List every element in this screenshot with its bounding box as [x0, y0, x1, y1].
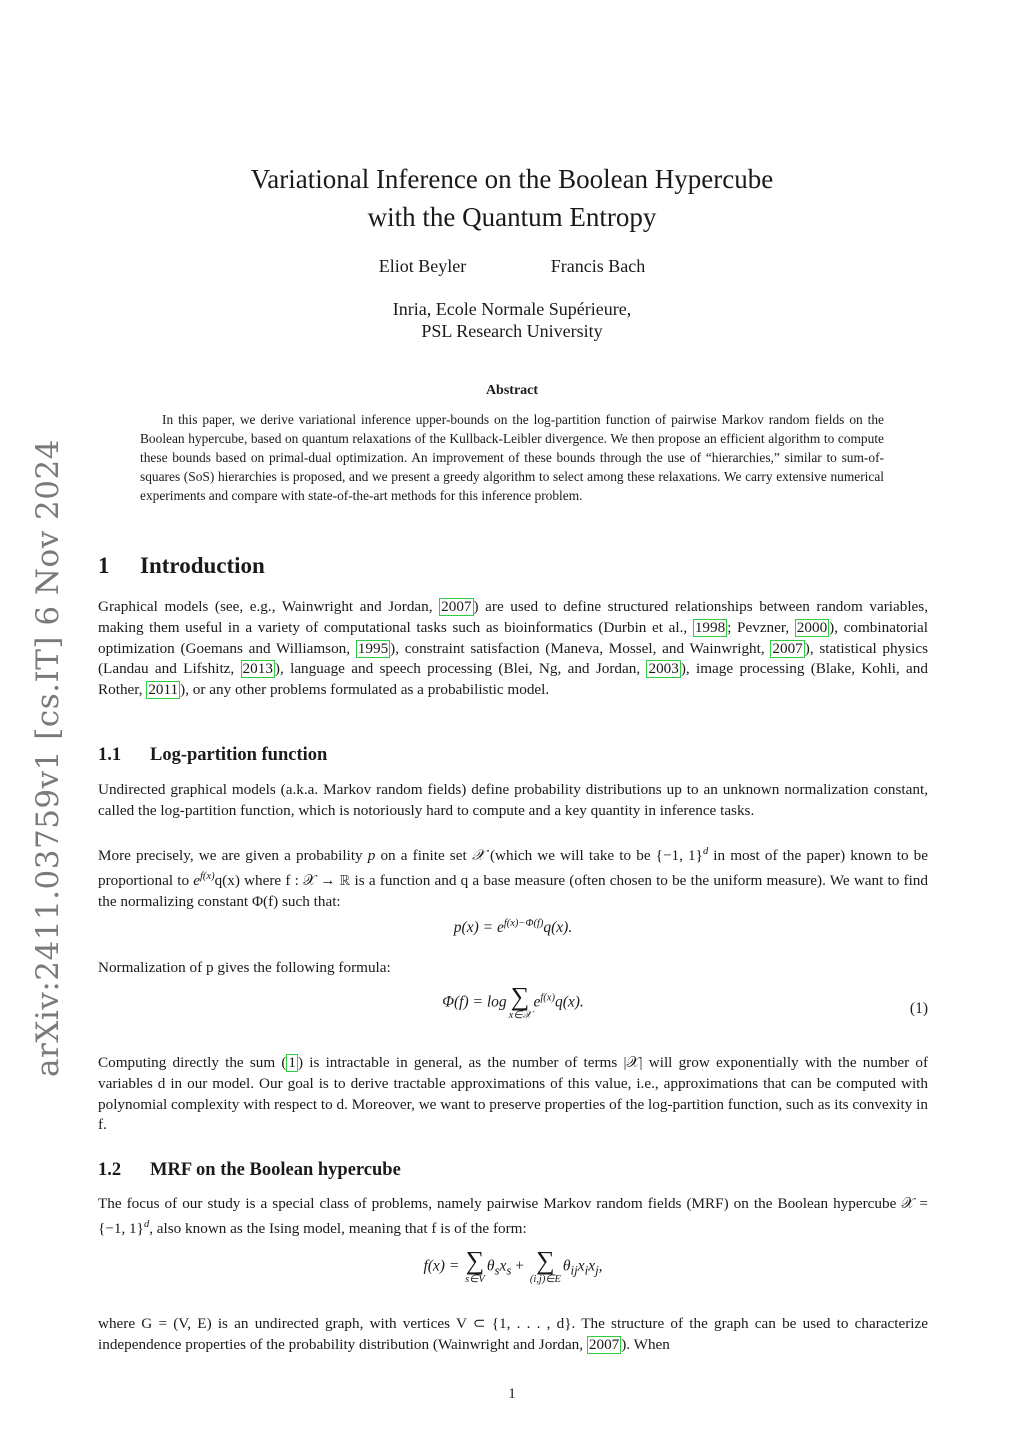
- section-title: MRF on the Boolean hypercube: [150, 1160, 401, 1180]
- summation-operator: ∑ (i,j)∈E: [529, 1246, 561, 1285]
- affiliation: [0, 298, 1024, 342]
- log-partition-paragraph-3: Computing directly the sum ( 1 ) is intractable in general, as the number of terms |𝒳| will grow exponentially with the number of variables d in our model. Our goal is to derive tractable approximations of this value, i.e., approximations that can be computed with polynomial complexity with respect to d. Moreover, we want to preserve properties of the log-partition function, such as its convexity in f.: [98, 1054, 928, 1134]
- abstract-heading: Abstract: [485, 383, 539, 398]
- section-title: Introduction: [140, 553, 265, 578]
- section-number: 1.2: [98, 1160, 122, 1180]
- citation-link[interactable]: 1995: [357, 639, 389, 657]
- log-partition-paragraph-1: Undirected graphical models (a.k.a. Markov random fields) define probability distributions up to an unknown normalization constant, called the log-partition function, which is notoriously hard to compute and a key quantity in inference tasks.: [98, 781, 928, 819]
- paper-title: [0, 160, 1024, 236]
- citation-link[interactable]: 1998: [694, 618, 726, 636]
- citation-link[interactable]: 2011: [148, 681, 179, 699]
- section-number: 1: [98, 553, 110, 578]
- normalization-sentence: Normalization of p gives the following formula:: [98, 959, 391, 976]
- citation-link[interactable]: 2007: [772, 639, 803, 657]
- section-number: 1.1: [98, 745, 122, 765]
- author-list: [0, 256, 1024, 277]
- author-2: Francis Bach: [550, 256, 646, 276]
- citation-link[interactable]: 2003: [648, 660, 679, 678]
- section-1-2-heading: [98, 1160, 401, 1181]
- section-1-1-heading: [98, 745, 327, 766]
- arxiv-identifier: arXiv:2411.03759v1 [cs.IT] 6 Nov 2024: [30, 439, 66, 1077]
- log-partition-paragraph-2: More precisely, we are given a probability p on a finite set 𝒳 (which we will take to be {−1, 1}$^d$ in most of the paper) known to be proportional to $e^{f(x)}q(x)$ where f : 𝒳 → ℝ is a function and q a base measure (often chosen to be the uniform measure). We want to find the normalizing constant Φ(f) such that:: [98, 846, 928, 910]
- citation-link[interactable]: 2007: [588, 1335, 620, 1353]
- title-line-1: Variational Inference on the Boolean Hypercube: [250, 164, 774, 194]
- equation-ising-model: f(x) = ∑ s∈V $\theta_sx_s$ + ∑ (i,j)∈E $\theta_{ij}x_ix_j$,: [423, 1246, 603, 1285]
- citation-link[interactable]: 2013: [242, 660, 273, 678]
- equation-probability: $p(x) = e^{f(x)-\Phi(f)}q(x)$.: [453, 918, 573, 937]
- author-1: Eliot Beyler: [378, 256, 467, 276]
- affiliation-line-2: PSL Research University: [421, 321, 603, 341]
- citation-link[interactable]: 2007: [441, 598, 472, 615]
- section-1-heading: [98, 553, 265, 579]
- page-number: 1: [508, 1386, 516, 1402]
- abstract-text: In this paper, we derive variational inference upper-bounds on the log-partition function of pairwise Markov random fields on the Boolean hypercube, based on quantum relaxations of the Kullback-Leibler divergence. We then propose an efficient algorithm to compute these bounds based on primal-dual optimization. An improvement of these bounds through the use of “hierarchies,” similar to sum-of-squares (SoS) hierarchies is proposed, and we present a greedy algorithm to select among these relaxations. We carry extensive numerical experiments and compare with state-of-the-art methods for this inference problem.: [140, 412, 884, 503]
- title-line-2: with the Quantum Entropy: [367, 202, 657, 232]
- affiliation-line-1: Inria, Ecole Normale Supérieure,: [392, 299, 632, 319]
- mrf-paragraph-2: where G = (V, E) is an undirected graph, with vertices V ⊂ {1, . . . , d}. The structure of the graph can be used to characterize independence properties of the probability distribution (Wainwright and Jordan, 2007 ). When: [98, 1315, 928, 1353]
- equation-number: (1): [909, 1000, 928, 1017]
- section-title: Log-partition function: [150, 745, 328, 765]
- equation-reference-link[interactable]: 1: [288, 1054, 297, 1071]
- mrf-paragraph-1: The focus of our study is a special class of problems, namely pairwise Markov random fields (MRF) on the Boolean hypercube 𝒳 = {−1, 1}$^d$, also known as the Ising model, meaning that f is of the form:: [98, 1195, 928, 1237]
- intro-paragraph: Graphical models (see, e.g., Wainwright and Jordan, 2007 ) are used to define structured relationships between random variables, making them useful in a variety of computational tasks such as bioinformatics (Durbin et al., 1998 ; Pevzner, 2000 ), combinatorial optimization (Goemans and Williamson, 1995 ), constraint satisfaction (Maneva, Mossel, and Wainwright, 2007 ), statistical physics (Landau and Lifshitz, 2013 ), language and speech processing (Blei, Ng, and Jordan, 2003 ), image processing (Blake, Kohli, and Rother, 2011 ), or any other problems formulated as a probabilistic model.: [98, 598, 928, 699]
- equation-1-log-partition: Φ(f) = log ∑ x∈𝒳 $e^{f(x)}q(x)$. (1): [442, 982, 928, 1021]
- summation-operator: ∑ s∈V: [465, 1246, 485, 1285]
- summation-operator: ∑ x∈𝒳: [508, 982, 532, 1021]
- citation-link[interactable]: 2000: [796, 618, 828, 636]
